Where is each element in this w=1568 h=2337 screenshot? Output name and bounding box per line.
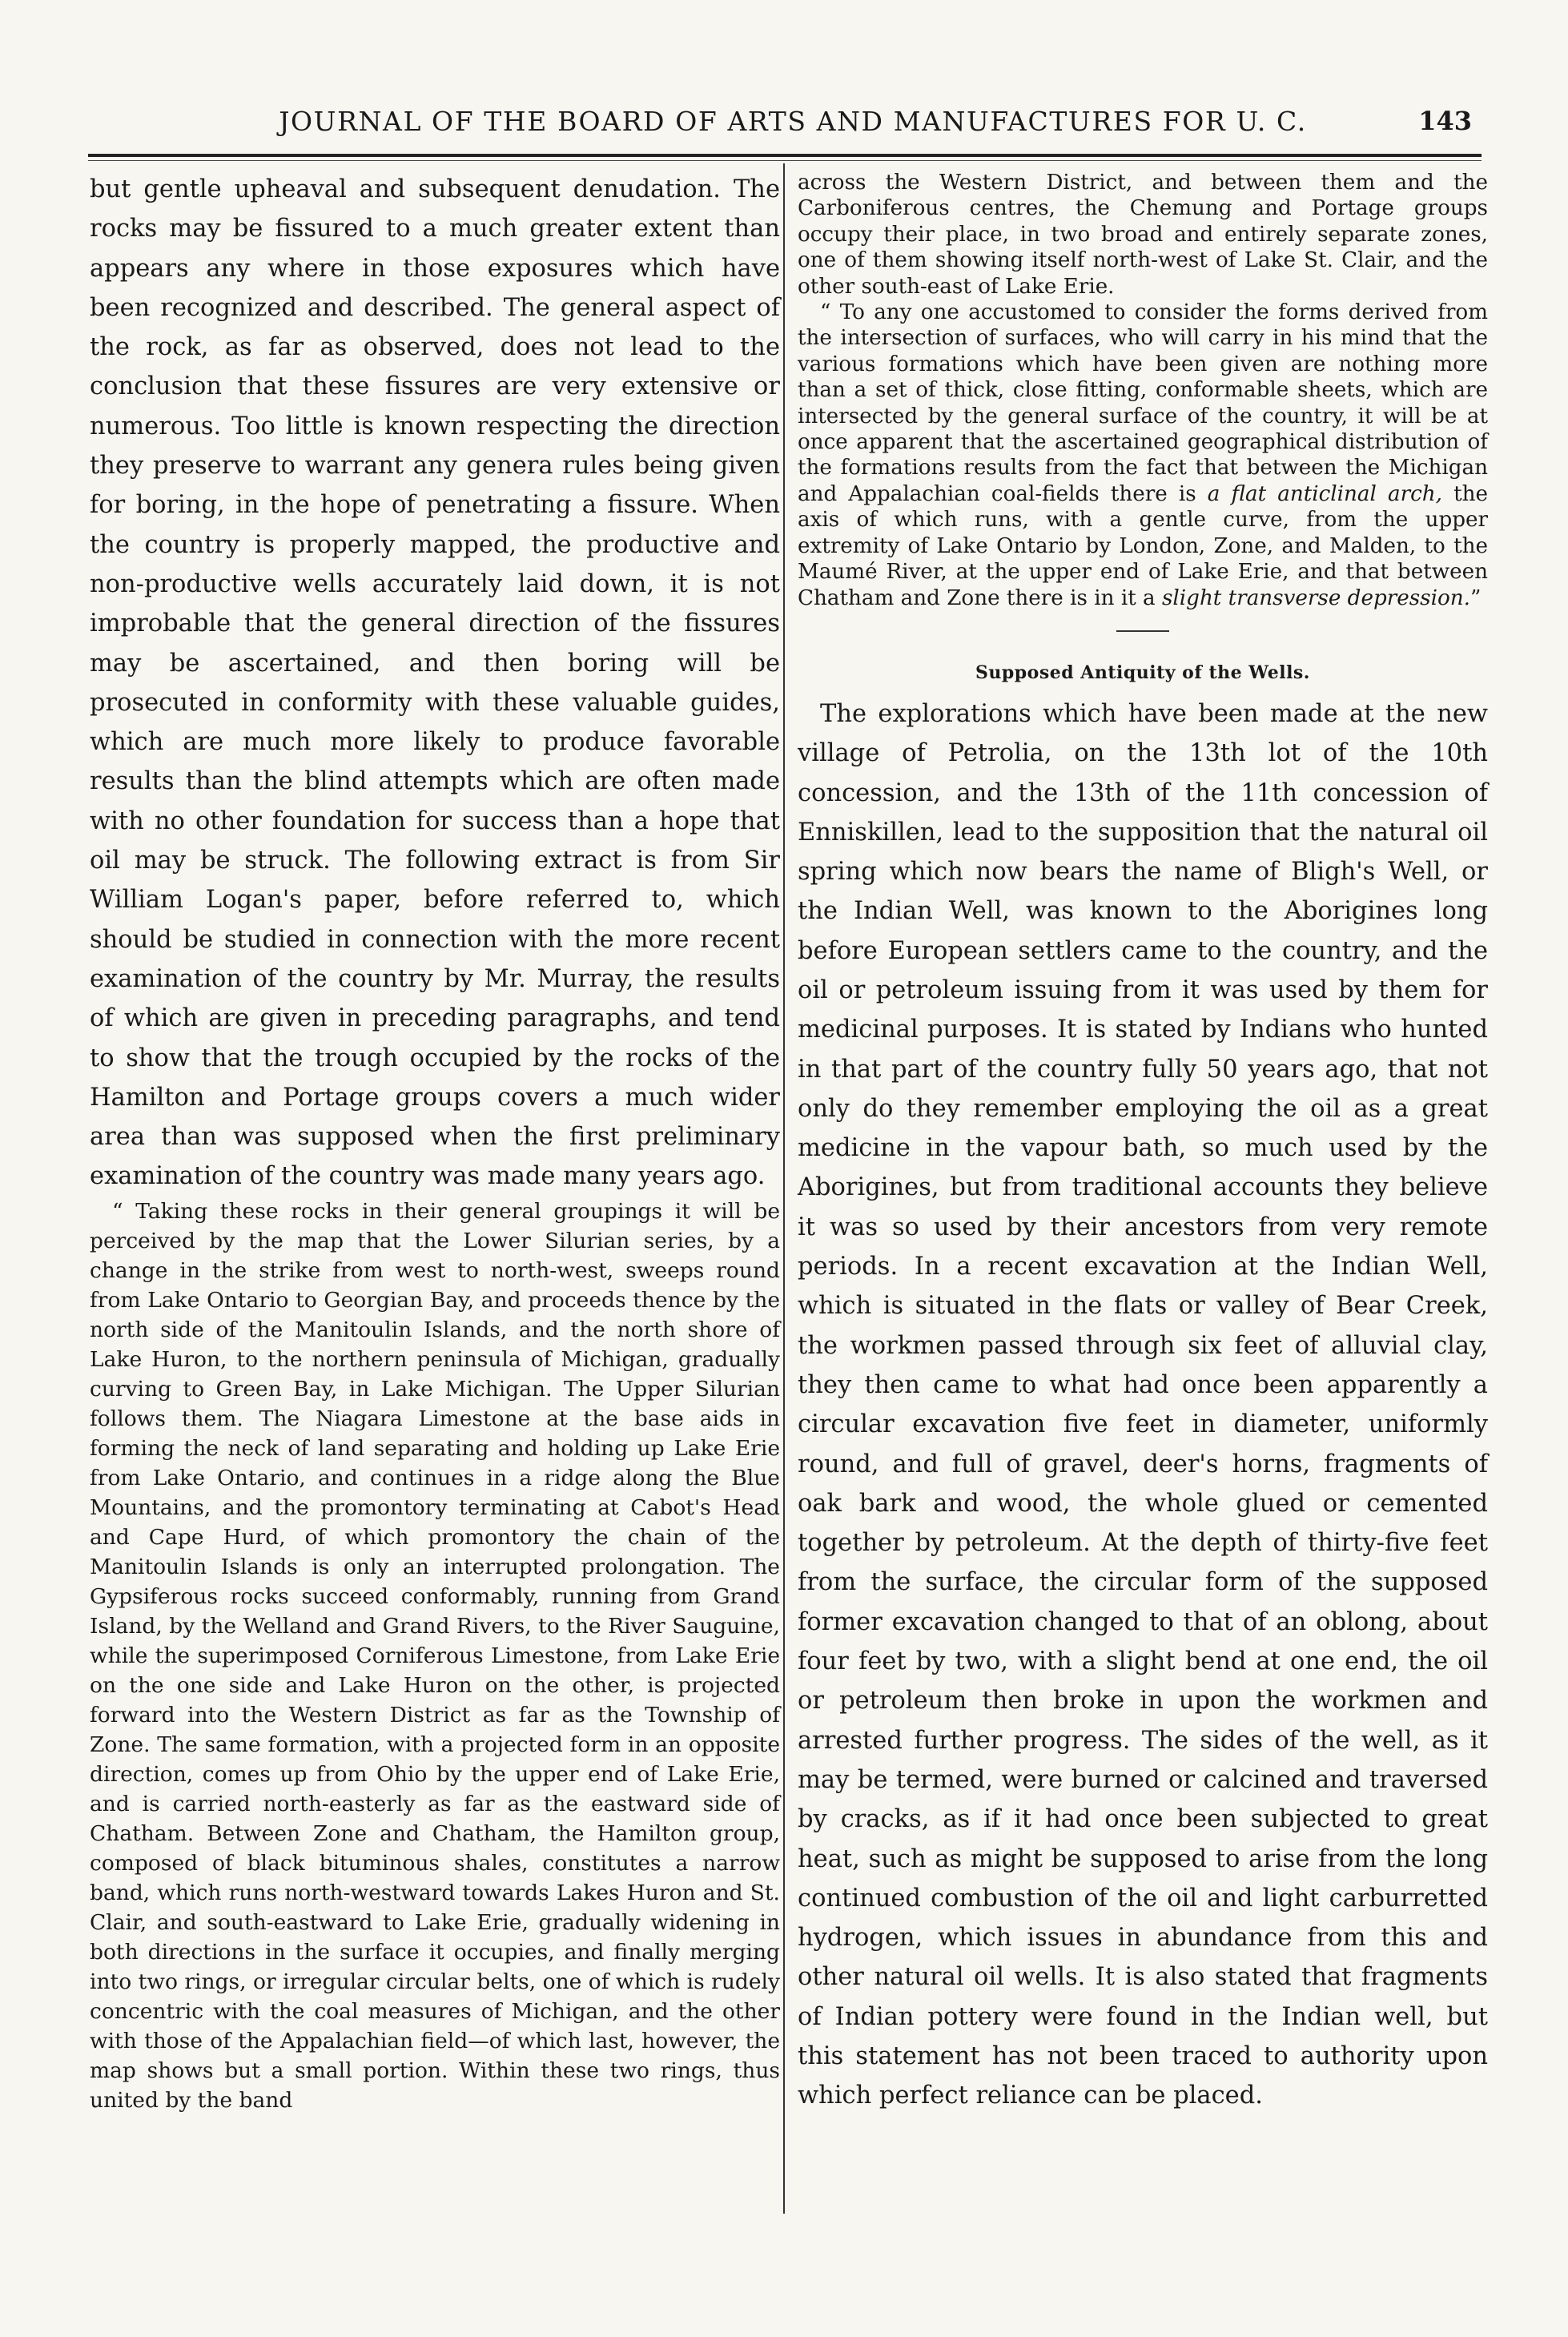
section-separator — [1116, 630, 1169, 632]
quote-emphasis-1: a flat anticlinal arch, — [1207, 481, 1442, 506]
page-number: 143 — [1418, 106, 1472, 136]
quote-text-c: ” — [1469, 585, 1482, 610]
quote-text-b: the axis of which runs, with a gentle curve, from the upper extremity of Lake Ontario by London, Zone, and Malden, to the Maumé River, at the upper end of Lake Erie, and that between Chatham and Zone there is in it a — [798, 481, 1488, 610]
right-paragraph-2-quote — [798, 300, 1488, 611]
column-divider — [783, 163, 785, 2214]
running-title: JOURNAL OF THE BOARD OF ARTS AND MANUFACTURES FOR U. C. — [279, 106, 1307, 137]
right-paragraph-3: The explorations which have been made at the new village of Petrolia, on the 13th lot of the 10th concession, and the 13th of the 11th concession of Enniskillen, lead to the supposition that the natural oil spring which now bears the name of Bligh's Well, or the Indian Well, was known to the Aborigines long before European settlers came to the country, and the oil or petroleum issuing from it was used by them for medicinal purposes. It is stated by Indians who hunted in that part of the country fully 50 years ago, that not only do they remember employing the oil as a great medicine in the vapour bath, so much used by the Aborigines, but from traditional accounts they believe it was so used by their ancestors from very remote periods. In a recent excavation at the Indian Well, which is situated in the flats or valley of Bear Creek, the workmen passed through six feet of alluvial clay, they then came to what had once been apparently a circular excavation five feet in diameter, uniformly round, and full of gravel, deer's horns, fragments of oak bark and wood, the whole glued or cemented together by petroleum. At the depth of thirty-five feet from the surface, the circular form of the supposed former excavation changed to that of an oblong, about four feet by two, with a slight bend at one end, the oil or petroleum then broke in upon the workmen and arrested further progress. The sides of the well, as it may be termed, were burned or calcined and traversed by cracks, as if it had once been subjected to great heat, such as might be supposed to arise from the long continued combustion of the oil and light carburretted hydrogen, which issues in abundance from this and other natural oil wells. It is also stated that fragments of Indian pottery were found in the Indian well, but this statement has not been traced to authority upon which perfect reliance can be placed. — [798, 699, 1488, 2110]
section-heading: Supposed Antiquity of the Wells. — [975, 662, 1310, 683]
right-paragraph-1: across the Western District, and between them and the Carboniferous centres, the Chemung and Portage groups occupy their place, in two broad and entirely separate zones, one of them showing itself north-west of Lake St. Clair, and the other south-east of Lake Erie. — [798, 171, 1488, 299]
page-header — [88, 106, 1490, 154]
right-column — [798, 170, 1488, 2116]
left-paragraph-2-quote: “ Taking these rocks in their general groupings it will be perceived by the map that the Lower Silurian series, by a change in the strike from west to north-west, sweeps round from Lake Ontario to Georgian Bay, and proceeds thence by the north side of the Manitoulin Islands, and the north shore of Lake Huron, to the northern peninsula of Michigan, gradually curving to Green Bay, in Lake Michigan. The Upper Silurian follows them. The Niagara Limestone at the base aids in forming the neck of land separating and holding up Lake Erie from Lake Ontario, and continues in a ridge along the Blue Mountains, and the promontory terminating at Cabot's Head and Cape Hurd, of which promontory the chain of the Manitoulin Islands is only an interrupted prolongation. The Gypsiferous rocks succeed conformably, running from Grand Island, by the Welland and Grand Rivers, to the River Sauguine, while the superimposed Corniferous Limestone, from Lake Erie on the one side and Lake Huron on the other, is projected forward into the Western District as far as the Township of Zone. The same formation, with a projected form in an opposite direction, comes up from Ohio by the upper end of Lake Erie, and is carried north-easterly as far as the eastward side of Chatham. Between Zone and Chatham, the Hamilton group, composed of black bituminous shales, constitutes a narrow band, which runs north-westward towards Lakes Huron and St. Clair, and south-eastward to Lake Erie, gradually widening in both directions in the surface it occupies, and finally merging into two rings, or irregular circular belts, one of which is rudely concentric with the coal measures of Michigan, and the other with those of the Appalachian field—of which last, however, the map shows but a small portion. Within these two rings, thus united by the band — [90, 1198, 780, 2113]
header-rule-thin — [88, 160, 1482, 161]
left-column — [90, 170, 780, 2115]
left-paragraph-1: but gentle upheaval and subsequent denudation. The rocks may be fissured to a much greater extent than appears any where in those exposures which have been recognized and described. The general aspect of the rock, as far as observed, does not lead to the conclusion that these fissures are very extensive or numerous. Too little is known respecting the direction they preserve to warrant any genera rules being given for boring, in the hope of penetrating a fissure. When the country is properly mapped, the productive and non-productive wells accurately laid down, it is not improbable that the general direction of the fissures may be ascertained, and then boring will be prosecuted in conformity with these valuable guides, which are much more likely to produce favorable results than the blind attempts which are often made with no other foundation for success than a hope that oil may be struck. The following extract is from Sir William Logan's paper, before referred to, which should be studied in connection with the more recent examination of the country by Mr. Murray, the results of which are given in preceding paragraphs, and tend to show that the trough occupied by the rocks of the Hamilton and Portage groups covers a much wider area than was supposed when the first preliminary examination of the country was made many years ago. — [90, 175, 780, 1191]
header-rule-thick — [88, 154, 1482, 157]
quote-emphasis-2: slight transverse depression. — [1161, 585, 1470, 610]
quote-text-a: “ To any one accustomed to consider the forms derived from the intersection of surfaces, who will carry in his mind that the various formations which have been given are nothing more than a set of thick, close fitting, conformable sheets, which are intersected by the general surface of the country, it will be at once apparent that the ascertained geographical distribution of the formations results from the fact that between the Michigan and Appalachian coal-fields there is — [798, 300, 1488, 506]
